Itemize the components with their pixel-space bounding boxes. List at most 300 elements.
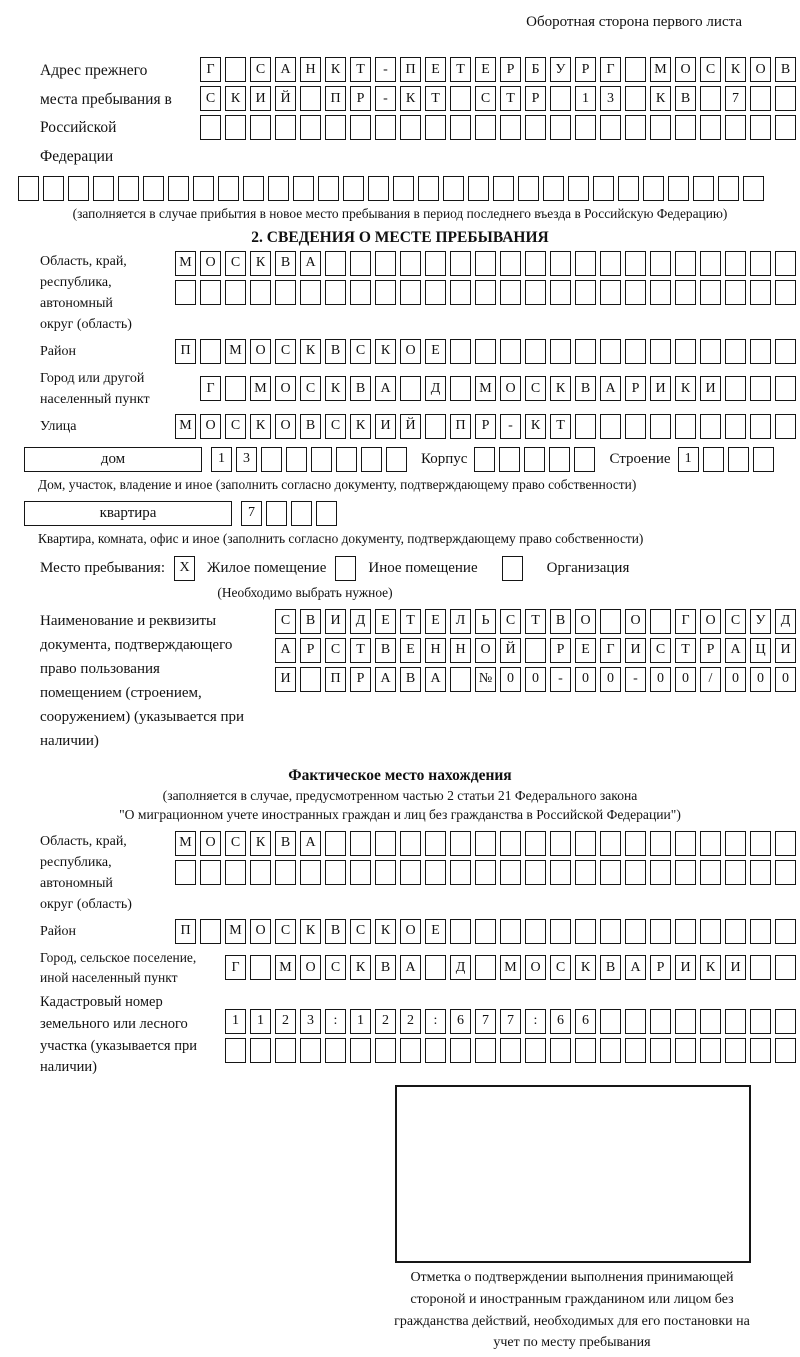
- char-cell[interactable]: А: [425, 667, 446, 692]
- apartment-type-box[interactable]: квартира: [24, 501, 232, 526]
- char-cell[interactable]: К: [350, 955, 371, 980]
- char-cell[interactable]: 0: [500, 667, 521, 692]
- char-cell[interactable]: [275, 115, 296, 140]
- char-cell[interactable]: [525, 251, 546, 276]
- char-cell[interactable]: А: [275, 57, 296, 82]
- char-cell[interactable]: [350, 1038, 371, 1063]
- char-cell[interactable]: [250, 280, 271, 305]
- char-cell[interactable]: [225, 376, 246, 401]
- char-cell[interactable]: О: [525, 955, 546, 980]
- char-cell[interactable]: С: [275, 919, 296, 944]
- char-cell[interactable]: Б: [525, 57, 546, 82]
- char-cell[interactable]: М: [225, 339, 246, 364]
- char-cell[interactable]: [475, 251, 496, 276]
- char-cell[interactable]: [718, 176, 739, 201]
- char-cell[interactable]: [725, 339, 746, 364]
- char-cell[interactable]: О: [200, 831, 221, 856]
- char-cell[interactable]: 7: [725, 86, 746, 111]
- char-cell[interactable]: [200, 115, 221, 140]
- char-cell[interactable]: 6: [575, 1009, 596, 1034]
- char-cell[interactable]: [675, 115, 696, 140]
- char-cell[interactable]: [386, 447, 407, 472]
- char-cell[interactable]: [668, 176, 689, 201]
- char-cell[interactable]: [550, 1038, 571, 1063]
- char-cell[interactable]: И: [625, 638, 646, 663]
- char-cell[interactable]: [43, 176, 64, 201]
- char-cell[interactable]: [725, 414, 746, 439]
- char-cell[interactable]: [550, 251, 571, 276]
- char-cell[interactable]: Р: [550, 638, 571, 663]
- char-cell[interactable]: [350, 115, 371, 140]
- char-cell[interactable]: К: [325, 57, 346, 82]
- char-cell[interactable]: [400, 280, 421, 305]
- char-cell[interactable]: [643, 176, 664, 201]
- char-cell[interactable]: [375, 831, 396, 856]
- char-cell[interactable]: [425, 414, 446, 439]
- char-cell[interactable]: И: [275, 667, 296, 692]
- char-cell[interactable]: [743, 176, 764, 201]
- char-cell[interactable]: [775, 115, 796, 140]
- char-cell[interactable]: [753, 447, 774, 472]
- char-cell[interactable]: В: [275, 251, 296, 276]
- char-cell[interactable]: [425, 860, 446, 885]
- char-cell[interactable]: Т: [350, 57, 371, 82]
- char-cell[interactable]: В: [350, 376, 371, 401]
- char-cell[interactable]: А: [375, 667, 396, 692]
- char-cell[interactable]: [750, 280, 771, 305]
- char-cell[interactable]: [425, 115, 446, 140]
- char-cell[interactable]: 3: [600, 86, 621, 111]
- char-cell[interactable]: [575, 414, 596, 439]
- char-cell[interactable]: [600, 919, 621, 944]
- char-cell[interactable]: [725, 860, 746, 885]
- char-cell[interactable]: [425, 280, 446, 305]
- char-cell[interactable]: [750, 919, 771, 944]
- checkbox-zhiloe[interactable]: X: [174, 556, 195, 581]
- char-cell[interactable]: А: [300, 831, 321, 856]
- char-cell[interactable]: [750, 414, 771, 439]
- char-cell[interactable]: [500, 115, 521, 140]
- char-cell[interactable]: [750, 955, 771, 980]
- char-cell[interactable]: [650, 339, 671, 364]
- char-cell[interactable]: [300, 667, 321, 692]
- char-cell[interactable]: [468, 176, 489, 201]
- char-cell[interactable]: [225, 860, 246, 885]
- char-cell[interactable]: А: [375, 376, 396, 401]
- char-cell[interactable]: [400, 376, 421, 401]
- char-cell[interactable]: [600, 860, 621, 885]
- char-cell[interactable]: К: [375, 339, 396, 364]
- char-cell[interactable]: [18, 176, 39, 201]
- char-cell[interactable]: :: [425, 1009, 446, 1034]
- char-cell[interactable]: [474, 447, 495, 472]
- char-cell[interactable]: 1: [350, 1009, 371, 1034]
- char-cell[interactable]: [261, 447, 282, 472]
- char-cell[interactable]: В: [375, 955, 396, 980]
- char-cell[interactable]: [450, 339, 471, 364]
- char-cell[interactable]: [475, 919, 496, 944]
- char-cell[interactable]: [675, 1009, 696, 1034]
- char-cell[interactable]: /: [700, 667, 721, 692]
- char-cell[interactable]: [525, 280, 546, 305]
- char-cell[interactable]: Е: [425, 609, 446, 634]
- char-cell[interactable]: [600, 831, 621, 856]
- char-cell[interactable]: [574, 447, 595, 472]
- char-cell[interactable]: [575, 860, 596, 885]
- char-cell[interactable]: -: [375, 57, 396, 82]
- char-cell[interactable]: [650, 414, 671, 439]
- char-cell[interactable]: С: [275, 339, 296, 364]
- char-cell[interactable]: [693, 176, 714, 201]
- char-cell[interactable]: С: [250, 57, 271, 82]
- char-cell[interactable]: 3: [300, 1009, 321, 1034]
- char-cell[interactable]: [575, 831, 596, 856]
- char-cell[interactable]: [375, 1038, 396, 1063]
- char-cell[interactable]: [450, 376, 471, 401]
- char-cell[interactable]: В: [375, 638, 396, 663]
- char-cell[interactable]: [286, 447, 307, 472]
- char-cell[interactable]: [725, 1038, 746, 1063]
- char-cell[interactable]: С: [225, 414, 246, 439]
- char-cell[interactable]: М: [175, 251, 196, 276]
- char-cell[interactable]: [525, 1038, 546, 1063]
- char-cell[interactable]: [175, 280, 196, 305]
- char-cell[interactable]: [225, 1038, 246, 1063]
- char-cell[interactable]: [700, 831, 721, 856]
- char-cell[interactable]: В: [300, 414, 321, 439]
- char-cell[interactable]: О: [275, 414, 296, 439]
- char-cell[interactable]: [700, 115, 721, 140]
- char-cell[interactable]: [293, 176, 314, 201]
- char-cell[interactable]: С: [200, 86, 221, 111]
- char-cell[interactable]: [425, 251, 446, 276]
- char-cell[interactable]: 1: [211, 447, 232, 472]
- char-cell[interactable]: С: [525, 376, 546, 401]
- char-cell[interactable]: [775, 955, 796, 980]
- char-cell[interactable]: А: [600, 376, 621, 401]
- char-cell[interactable]: С: [325, 414, 346, 439]
- char-cell[interactable]: С: [650, 638, 671, 663]
- char-cell[interactable]: 0: [750, 667, 771, 692]
- char-cell[interactable]: М: [175, 831, 196, 856]
- checkbox-inoe[interactable]: [335, 556, 356, 581]
- char-cell[interactable]: Н: [300, 57, 321, 82]
- char-cell[interactable]: [775, 376, 796, 401]
- char-cell[interactable]: [375, 280, 396, 305]
- char-cell[interactable]: [400, 831, 421, 856]
- char-cell[interactable]: Р: [500, 57, 521, 82]
- char-cell[interactable]: Е: [425, 339, 446, 364]
- char-cell[interactable]: [361, 447, 382, 472]
- char-cell[interactable]: [200, 339, 221, 364]
- char-cell[interactable]: [750, 1038, 771, 1063]
- char-cell[interactable]: [625, 57, 646, 82]
- char-cell[interactable]: Р: [300, 638, 321, 663]
- char-cell[interactable]: И: [700, 376, 721, 401]
- char-cell[interactable]: Н: [450, 638, 471, 663]
- char-cell[interactable]: [575, 115, 596, 140]
- char-cell[interactable]: [725, 251, 746, 276]
- char-cell[interactable]: [625, 251, 646, 276]
- char-cell[interactable]: [600, 251, 621, 276]
- char-cell[interactable]: -: [375, 86, 396, 111]
- char-cell[interactable]: [625, 115, 646, 140]
- char-cell[interactable]: [275, 280, 296, 305]
- char-cell[interactable]: [500, 339, 521, 364]
- char-cell[interactable]: [450, 115, 471, 140]
- char-cell[interactable]: [250, 115, 271, 140]
- char-cell[interactable]: [375, 115, 396, 140]
- char-cell[interactable]: П: [325, 667, 346, 692]
- char-cell[interactable]: [225, 280, 246, 305]
- char-cell[interactable]: Е: [375, 609, 396, 634]
- char-cell[interactable]: [525, 860, 546, 885]
- char-cell[interactable]: С: [350, 339, 371, 364]
- char-cell[interactable]: Е: [425, 57, 446, 82]
- char-cell[interactable]: [193, 176, 214, 201]
- char-cell[interactable]: К: [325, 376, 346, 401]
- house-type-box[interactable]: дом: [24, 447, 202, 472]
- char-cell[interactable]: О: [200, 414, 221, 439]
- char-cell[interactable]: [675, 919, 696, 944]
- char-cell[interactable]: [325, 280, 346, 305]
- char-cell[interactable]: С: [325, 955, 346, 980]
- char-cell[interactable]: 2: [275, 1009, 296, 1034]
- char-cell[interactable]: О: [575, 609, 596, 634]
- char-cell[interactable]: [575, 919, 596, 944]
- char-cell[interactable]: В: [775, 57, 796, 82]
- char-cell[interactable]: [750, 115, 771, 140]
- char-cell[interactable]: Т: [525, 609, 546, 634]
- char-cell[interactable]: Т: [350, 638, 371, 663]
- char-cell[interactable]: [168, 176, 189, 201]
- char-cell[interactable]: [118, 176, 139, 201]
- char-cell[interactable]: [725, 115, 746, 140]
- char-cell[interactable]: О: [250, 339, 271, 364]
- char-cell[interactable]: 0: [650, 667, 671, 692]
- char-cell[interactable]: 2: [400, 1009, 421, 1034]
- char-cell[interactable]: [425, 955, 446, 980]
- char-cell[interactable]: 0: [600, 667, 621, 692]
- char-cell[interactable]: -: [625, 667, 646, 692]
- char-cell[interactable]: О: [625, 609, 646, 634]
- char-cell[interactable]: [400, 115, 421, 140]
- char-cell[interactable]: [450, 86, 471, 111]
- char-cell[interactable]: 2: [375, 1009, 396, 1034]
- char-cell[interactable]: Д: [425, 376, 446, 401]
- char-cell[interactable]: [350, 860, 371, 885]
- char-cell[interactable]: [493, 176, 514, 201]
- char-cell[interactable]: К: [300, 339, 321, 364]
- char-cell[interactable]: [775, 339, 796, 364]
- char-cell[interactable]: [350, 251, 371, 276]
- char-cell[interactable]: [650, 251, 671, 276]
- char-cell[interactable]: С: [225, 831, 246, 856]
- char-cell[interactable]: [475, 955, 496, 980]
- char-cell[interactable]: К: [675, 376, 696, 401]
- char-cell[interactable]: [600, 280, 621, 305]
- char-cell[interactable]: П: [175, 339, 196, 364]
- char-cell[interactable]: К: [250, 414, 271, 439]
- char-cell[interactable]: [450, 280, 471, 305]
- char-cell[interactable]: [400, 860, 421, 885]
- char-cell[interactable]: [218, 176, 239, 201]
- char-cell[interactable]: [600, 115, 621, 140]
- char-cell[interactable]: [725, 919, 746, 944]
- char-cell[interactable]: [775, 1038, 796, 1063]
- char-cell[interactable]: [525, 339, 546, 364]
- char-cell[interactable]: [625, 860, 646, 885]
- char-cell[interactable]: [475, 280, 496, 305]
- char-cell[interactable]: Д: [775, 609, 796, 634]
- char-cell[interactable]: С: [275, 609, 296, 634]
- char-cell[interactable]: Т: [400, 609, 421, 634]
- char-cell[interactable]: [475, 1038, 496, 1063]
- char-cell[interactable]: [550, 339, 571, 364]
- char-cell[interactable]: К: [225, 86, 246, 111]
- char-cell[interactable]: [250, 1038, 271, 1063]
- char-cell[interactable]: [700, 860, 721, 885]
- char-cell[interactable]: [550, 86, 571, 111]
- char-cell[interactable]: [500, 831, 521, 856]
- char-cell[interactable]: М: [175, 414, 196, 439]
- char-cell[interactable]: Н: [425, 638, 446, 663]
- char-cell[interactable]: [600, 414, 621, 439]
- char-cell[interactable]: Г: [600, 57, 621, 82]
- char-cell[interactable]: Е: [400, 638, 421, 663]
- char-cell[interactable]: -: [550, 667, 571, 692]
- char-cell[interactable]: [300, 86, 321, 111]
- char-cell[interactable]: [525, 115, 546, 140]
- char-cell[interactable]: [450, 1038, 471, 1063]
- char-cell[interactable]: К: [575, 955, 596, 980]
- char-cell[interactable]: В: [400, 667, 421, 692]
- char-cell[interactable]: [311, 447, 332, 472]
- char-cell[interactable]: Д: [450, 955, 471, 980]
- char-cell[interactable]: 6: [550, 1009, 571, 1034]
- char-cell[interactable]: Р: [575, 57, 596, 82]
- char-cell[interactable]: 7: [500, 1009, 521, 1034]
- char-cell[interactable]: [543, 176, 564, 201]
- char-cell[interactable]: [200, 919, 221, 944]
- char-cell[interactable]: [336, 447, 357, 472]
- char-cell[interactable]: [425, 1038, 446, 1063]
- char-cell[interactable]: В: [600, 955, 621, 980]
- char-cell[interactable]: :: [525, 1009, 546, 1034]
- char-cell[interactable]: [524, 447, 545, 472]
- char-cell[interactable]: 1: [250, 1009, 271, 1034]
- char-cell[interactable]: [500, 280, 521, 305]
- char-cell[interactable]: [525, 831, 546, 856]
- char-cell[interactable]: [775, 280, 796, 305]
- char-cell[interactable]: :: [325, 1009, 346, 1034]
- char-cell[interactable]: И: [650, 376, 671, 401]
- char-cell[interactable]: С: [550, 955, 571, 980]
- char-cell[interactable]: [549, 447, 570, 472]
- char-cell[interactable]: [700, 1009, 721, 1034]
- char-cell[interactable]: [316, 501, 337, 526]
- char-cell[interactable]: [300, 1038, 321, 1063]
- char-cell[interactable]: [568, 176, 589, 201]
- char-cell[interactable]: [675, 251, 696, 276]
- char-cell[interactable]: Т: [500, 86, 521, 111]
- char-cell[interactable]: [143, 176, 164, 201]
- char-cell[interactable]: В: [575, 376, 596, 401]
- char-cell[interactable]: [343, 176, 364, 201]
- char-cell[interactable]: [400, 251, 421, 276]
- char-cell[interactable]: [418, 176, 439, 201]
- char-cell[interactable]: [325, 115, 346, 140]
- char-cell[interactable]: М: [650, 57, 671, 82]
- char-cell[interactable]: [775, 860, 796, 885]
- char-cell[interactable]: [750, 1009, 771, 1034]
- char-cell[interactable]: [625, 919, 646, 944]
- char-cell[interactable]: [268, 176, 289, 201]
- char-cell[interactable]: П: [450, 414, 471, 439]
- char-cell[interactable]: К: [400, 86, 421, 111]
- char-cell[interactable]: Г: [200, 57, 221, 82]
- char-cell[interactable]: [450, 667, 471, 692]
- checkbox-organizatsiya[interactable]: [502, 556, 523, 581]
- char-cell[interactable]: [575, 280, 596, 305]
- char-cell[interactable]: [175, 860, 196, 885]
- char-cell[interactable]: М: [275, 955, 296, 980]
- char-cell[interactable]: [600, 1038, 621, 1063]
- char-cell[interactable]: [625, 831, 646, 856]
- char-cell[interactable]: [575, 251, 596, 276]
- char-cell[interactable]: [525, 638, 546, 663]
- char-cell[interactable]: [700, 919, 721, 944]
- char-cell[interactable]: 0: [525, 667, 546, 692]
- char-cell[interactable]: О: [250, 919, 271, 944]
- char-cell[interactable]: О: [300, 955, 321, 980]
- char-cell[interactable]: [750, 339, 771, 364]
- char-cell[interactable]: К: [250, 251, 271, 276]
- char-cell[interactable]: И: [325, 609, 346, 634]
- char-cell[interactable]: О: [700, 609, 721, 634]
- char-cell[interactable]: К: [375, 919, 396, 944]
- char-cell[interactable]: [291, 501, 312, 526]
- char-cell[interactable]: [93, 176, 114, 201]
- char-cell[interactable]: 0: [725, 667, 746, 692]
- char-cell[interactable]: [368, 176, 389, 201]
- char-cell[interactable]: [625, 280, 646, 305]
- char-cell[interactable]: С: [300, 376, 321, 401]
- char-cell[interactable]: 1: [575, 86, 596, 111]
- char-cell[interactable]: 7: [475, 1009, 496, 1034]
- char-cell[interactable]: О: [400, 339, 421, 364]
- char-cell[interactable]: [500, 251, 521, 276]
- char-cell[interactable]: [525, 919, 546, 944]
- char-cell[interactable]: К: [525, 414, 546, 439]
- char-cell[interactable]: Г: [600, 638, 621, 663]
- char-cell[interactable]: [703, 447, 724, 472]
- char-cell[interactable]: [550, 115, 571, 140]
- char-cell[interactable]: Т: [425, 86, 446, 111]
- char-cell[interactable]: -: [500, 414, 521, 439]
- char-cell[interactable]: [700, 1038, 721, 1063]
- char-cell[interactable]: [600, 1009, 621, 1034]
- char-cell[interactable]: Р: [650, 955, 671, 980]
- char-cell[interactable]: А: [275, 638, 296, 663]
- char-cell[interactable]: В: [300, 609, 321, 634]
- char-cell[interactable]: В: [325, 919, 346, 944]
- char-cell[interactable]: [775, 919, 796, 944]
- char-cell[interactable]: [225, 57, 246, 82]
- char-cell[interactable]: [700, 280, 721, 305]
- char-cell[interactable]: [775, 251, 796, 276]
- char-cell[interactable]: Й: [275, 86, 296, 111]
